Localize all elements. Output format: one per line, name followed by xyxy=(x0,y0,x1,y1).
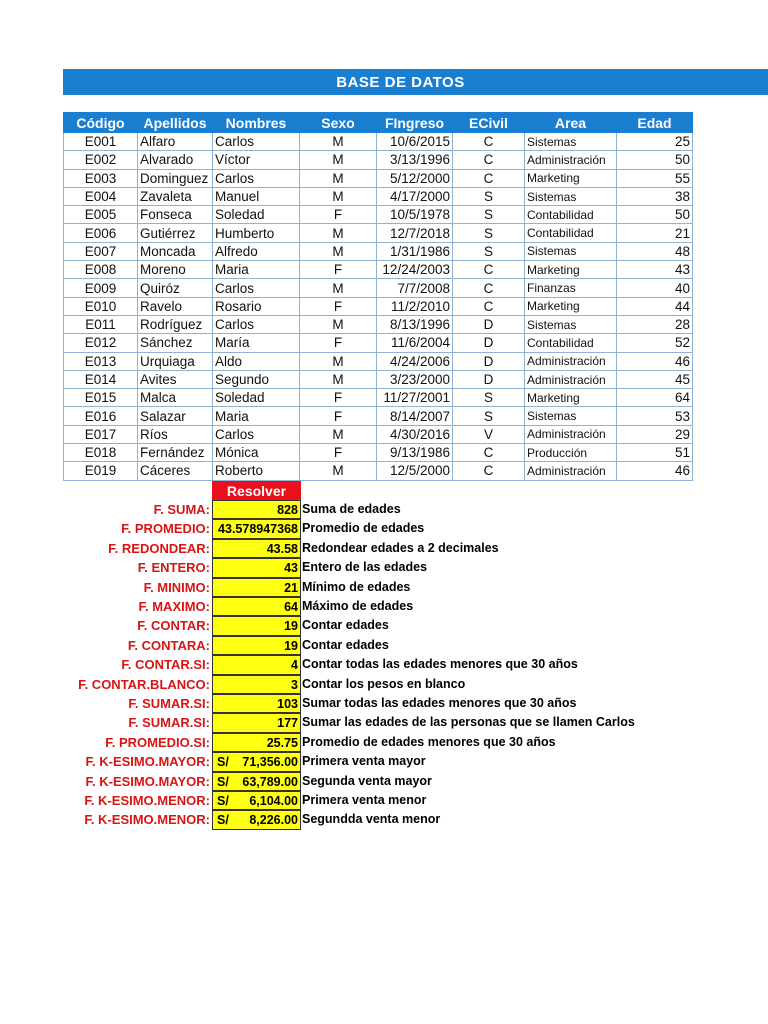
cell-edad[interactable]: 64 xyxy=(617,389,693,407)
function-description: Redondear edades a 2 decimales xyxy=(302,540,499,555)
result-value: 25.75 xyxy=(266,735,298,750)
cell-sexo[interactable]: F xyxy=(300,407,377,425)
cell-area[interactable]: Sistemas xyxy=(525,242,617,260)
cell-ecivil[interactable]: S xyxy=(453,187,525,205)
cell-nombres[interactable]: Rosario xyxy=(213,297,300,315)
result-cell[interactable] xyxy=(212,772,301,791)
result-value: 8,226.00 xyxy=(249,813,298,828)
cell-sexo[interactable]: M xyxy=(300,187,377,205)
table-row xyxy=(64,297,693,315)
function-label: F. MAXIMO: xyxy=(138,599,210,614)
function-label: F. REDONDEAR: xyxy=(108,540,210,556)
cell-apellidos[interactable]: Malca xyxy=(138,389,213,407)
cell-codigo[interactable]: E015 xyxy=(64,389,138,407)
result-value: 63,789.00 xyxy=(242,774,298,789)
page-title: BASE DE DATOS xyxy=(336,73,465,91)
cell-edad[interactable]: 46 xyxy=(617,352,693,370)
cell-ecivil[interactable]: C xyxy=(453,444,525,462)
cell-sexo[interactable]: M xyxy=(300,133,377,151)
cell-ecivil[interactable]: C xyxy=(453,133,525,151)
cell-apellidos[interactable]: Zavaleta xyxy=(138,187,213,205)
result-value: 103 xyxy=(277,697,298,711)
function-description: Máximo de edades xyxy=(302,599,414,613)
cell-edad[interactable]: 25 xyxy=(617,133,693,151)
cell-nombres[interactable]: Roberto xyxy=(213,462,300,480)
function-description: Promedio de edades xyxy=(302,521,425,536)
cell-ecivil[interactable]: C xyxy=(453,261,525,279)
function-description: Sumar todas las edades menores que 30 años xyxy=(302,696,577,710)
table-row xyxy=(64,151,693,169)
result-cell[interactable] xyxy=(212,694,301,713)
cell-codigo[interactable]: E009 xyxy=(64,279,138,297)
cell-sexo[interactable]: M xyxy=(300,462,377,480)
cell-area[interactable]: Contabilidad xyxy=(525,224,617,242)
cell-fingreso[interactable]: 3/23/2000 xyxy=(377,370,453,388)
cell-fingreso[interactable]: 4/30/2016 xyxy=(377,425,453,443)
cell-apellidos[interactable]: Dominguez xyxy=(138,169,213,187)
result-cell[interactable] xyxy=(212,539,301,558)
cell-apellidos[interactable]: Gutiérrez xyxy=(138,224,213,242)
cell-area[interactable]: Marketing xyxy=(525,169,617,187)
function-label: F. SUMAR.SI: xyxy=(128,696,210,711)
cell-area[interactable]: Sistemas xyxy=(525,407,617,425)
cell-ecivil[interactable]: D xyxy=(453,370,525,388)
cell-area[interactable]: Administración xyxy=(525,425,617,443)
function-label: F. ENTERO: xyxy=(137,560,210,576)
function-label: F. PROMEDIO.SI: xyxy=(105,734,210,750)
cell-apellidos[interactable]: Moreno xyxy=(138,261,213,279)
result-value: 43.578947368 xyxy=(218,522,298,537)
cell-sexo[interactable]: F xyxy=(300,444,377,462)
cell-fingreso[interactable]: 10/5/1978 xyxy=(377,206,453,224)
cell-edad[interactable]: 51 xyxy=(617,444,693,462)
database-table xyxy=(63,112,693,481)
cell-fingreso[interactable]: 1/31/1986 xyxy=(377,242,453,260)
column-header-codigo[interactable]: Código xyxy=(64,113,138,133)
formula-row xyxy=(0,675,768,694)
cell-area[interactable]: Administración xyxy=(525,462,617,480)
result-value: 828 xyxy=(277,503,298,517)
cell-nombres[interactable]: Soledad xyxy=(213,206,300,224)
cell-apellidos[interactable]: Quiróz xyxy=(138,279,213,297)
cell-fingreso[interactable]: 3/13/1996 xyxy=(377,151,453,169)
result-value: 6,104.00 xyxy=(249,794,298,808)
cell-apellidos[interactable]: Salazar xyxy=(138,407,213,425)
function-description: Contar todas las edades menores que 30 años xyxy=(302,657,578,672)
cell-ecivil[interactable]: C xyxy=(453,279,525,297)
function-label: F. CONTARA: xyxy=(127,637,210,653)
cell-fingreso[interactable]: 4/24/2006 xyxy=(377,352,453,370)
formula-row xyxy=(0,636,768,655)
formula-row xyxy=(0,752,768,771)
function-label: F. K-ESIMO.MAYOR: xyxy=(85,773,210,789)
column-header-ecivil[interactable]: ECivil xyxy=(453,113,525,133)
formula-row xyxy=(0,519,768,538)
formula-row xyxy=(0,713,768,732)
cell-fingreso[interactable]: 12/5/2000 xyxy=(377,462,453,480)
cell-edad[interactable]: 29 xyxy=(617,425,693,443)
result-cell[interactable] xyxy=(212,519,301,538)
cell-area[interactable]: Finanzas xyxy=(525,279,617,297)
table-row xyxy=(64,334,693,352)
cell-area[interactable]: Contabilidad xyxy=(525,206,617,224)
cell-codigo[interactable]: E011 xyxy=(64,315,138,333)
function-description: Suma de edades xyxy=(302,502,401,516)
cell-fingreso[interactable]: 12/7/2018 xyxy=(377,224,453,242)
table-row xyxy=(64,206,693,224)
result-value: 3 xyxy=(291,677,298,692)
table-row xyxy=(64,352,693,370)
table-row xyxy=(64,444,693,462)
column-header-area[interactable]: Area xyxy=(525,113,617,133)
table-row xyxy=(64,279,693,297)
cell-sexo[interactable]: M xyxy=(300,279,377,297)
cell-sexo[interactable]: F xyxy=(300,389,377,407)
cell-nombres[interactable]: Carlos xyxy=(213,169,300,187)
cell-ecivil[interactable]: S xyxy=(453,407,525,425)
cell-codigo[interactable]: E008 xyxy=(64,261,138,279)
cell-fingreso[interactable]: 11/27/2001 xyxy=(377,389,453,407)
cell-area[interactable]: Contabilidad xyxy=(525,334,617,352)
cell-nombres[interactable]: Maria xyxy=(213,261,300,279)
cell-nombres[interactable]: Aldo xyxy=(213,352,300,370)
column-header-edad[interactable]: Edad xyxy=(617,113,693,133)
result-cell[interactable] xyxy=(212,752,301,771)
cell-apellidos[interactable]: Alfaro xyxy=(138,133,213,151)
cell-fingreso[interactable]: 9/13/1986 xyxy=(377,444,453,462)
cell-codigo[interactable]: E007 xyxy=(64,242,138,260)
column-header-fingreso[interactable]: FIngreso xyxy=(377,113,453,133)
result-cell[interactable] xyxy=(212,713,301,732)
result-value: 43.58 xyxy=(266,541,298,556)
cell-edad[interactable]: 21 xyxy=(617,224,693,242)
function-description: Contar los pesos en blanco xyxy=(302,676,466,691)
cell-sexo[interactable]: F xyxy=(300,261,377,279)
result-value: 4 xyxy=(291,658,298,673)
cell-edad[interactable]: 53 xyxy=(617,407,693,425)
column-header-nombres[interactable]: Nombres xyxy=(213,113,300,133)
cell-codigo[interactable]: E006 xyxy=(64,224,138,242)
cell-ecivil[interactable]: S xyxy=(453,206,525,224)
cell-fingreso[interactable]: 8/13/1996 xyxy=(377,315,453,333)
cell-apellidos[interactable]: Ravelo xyxy=(138,297,213,315)
cell-ecivil[interactable]: D xyxy=(453,334,525,352)
cell-edad[interactable]: 38 xyxy=(617,187,693,205)
cell-codigo[interactable]: E014 xyxy=(64,370,138,388)
cell-fingreso[interactable]: 5/12/2000 xyxy=(377,169,453,187)
cell-sexo[interactable]: M xyxy=(300,315,377,333)
cell-sexo[interactable]: M xyxy=(300,224,377,242)
cell-apellidos[interactable]: Rodríguez xyxy=(138,315,213,333)
cell-sexo[interactable]: M xyxy=(300,352,377,370)
currency-symbol: S/ xyxy=(217,794,229,808)
cell-codigo[interactable]: E012 xyxy=(64,334,138,352)
resolver-header xyxy=(212,481,301,500)
table-row xyxy=(64,169,693,187)
function-label: F. CONTAR.SI: xyxy=(121,657,210,673)
column-header-apellidos[interactable]: Apellidos xyxy=(138,113,213,133)
cell-codigo[interactable]: E013 xyxy=(64,352,138,370)
cell-sexo[interactable]: M xyxy=(300,370,377,388)
cell-nombres[interactable]: Alfredo xyxy=(213,242,300,260)
result-cell[interactable] xyxy=(212,597,301,616)
resolver-label: Resolver xyxy=(226,482,287,499)
cell-area[interactable]: Sistemas xyxy=(525,133,617,151)
cell-nombres[interactable]: Segundo xyxy=(213,370,300,388)
function-label: F. PROMEDIO: xyxy=(121,521,210,537)
cell-sexo[interactable]: M xyxy=(300,425,377,443)
cell-edad[interactable]: 46 xyxy=(617,462,693,480)
cell-edad[interactable]: 55 xyxy=(617,169,693,187)
cell-edad[interactable]: 40 xyxy=(617,279,693,297)
cell-apellidos[interactable]: Avites xyxy=(138,370,213,388)
formula-row xyxy=(0,733,768,752)
cell-apellidos[interactable]: Ríos xyxy=(138,425,213,443)
function-description: Segunda venta mayor xyxy=(302,773,432,788)
result-cell[interactable] xyxy=(212,675,301,694)
table-header-row xyxy=(64,113,693,133)
cell-edad[interactable]: 43 xyxy=(617,261,693,279)
currency-symbol: S/ xyxy=(217,813,229,828)
cell-sexo[interactable]: F xyxy=(300,206,377,224)
function-description: Mínimo de edades xyxy=(302,579,411,594)
cell-fingreso[interactable]: 8/14/2007 xyxy=(377,407,453,425)
result-value: 177 xyxy=(277,716,298,731)
cell-area[interactable]: Marketing xyxy=(525,389,617,407)
cell-nombres[interactable]: Carlos xyxy=(213,315,300,333)
cell-area[interactable]: Administración xyxy=(525,151,617,169)
cell-fingreso[interactable]: 11/2/2010 xyxy=(377,297,453,315)
result-cell[interactable] xyxy=(212,578,301,597)
cell-ecivil[interactable]: C xyxy=(453,462,525,480)
function-label: F. SUMAR.SI: xyxy=(128,715,210,731)
cell-fingreso[interactable]: 7/7/2008 xyxy=(377,279,453,297)
result-cell[interactable] xyxy=(212,791,301,810)
formula-row xyxy=(0,616,768,635)
function-description: Primera venta menor xyxy=(302,793,427,807)
function-label: F. K-ESIMO.MENOR: xyxy=(84,793,210,808)
function-description: Contar edades xyxy=(302,618,389,633)
cell-fingreso[interactable]: 10/6/2015 xyxy=(377,133,453,151)
table-row xyxy=(64,370,693,388)
result-value: 71,356.00 xyxy=(242,755,298,770)
cell-apellidos[interactable]: Sánchez xyxy=(138,334,213,352)
cell-apellidos[interactable]: Fernández xyxy=(138,444,213,462)
cell-edad[interactable]: 44 xyxy=(617,297,693,315)
formula-row xyxy=(0,500,768,519)
cell-nombres[interactable]: Carlos xyxy=(213,425,300,443)
result-value: 19 xyxy=(284,619,298,634)
table-row xyxy=(64,315,693,333)
formula-row xyxy=(0,655,768,674)
function-label: F. CONTAR.BLANCO: xyxy=(78,676,210,692)
cell-area[interactable]: Marketing xyxy=(525,297,617,315)
cell-edad[interactable]: 45 xyxy=(617,370,693,388)
cell-edad[interactable]: 50 xyxy=(617,206,693,224)
function-label: F. SUMA: xyxy=(153,502,210,517)
table-row xyxy=(64,133,693,151)
currency-symbol: S/ xyxy=(217,755,229,770)
cell-nombres[interactable]: Víctor xyxy=(213,151,300,169)
cell-codigo[interactable]: E005 xyxy=(64,206,138,224)
cell-nombres[interactable]: Soledad xyxy=(213,389,300,407)
database-title-banner xyxy=(63,69,768,95)
cell-sexo[interactable]: M xyxy=(300,169,377,187)
formula-row xyxy=(0,791,768,810)
formula-row xyxy=(0,539,768,558)
cell-edad[interactable]: 28 xyxy=(617,315,693,333)
cell-area[interactable]: Administración xyxy=(525,352,617,370)
cell-nombres[interactable]: María xyxy=(213,334,300,352)
cell-codigo[interactable]: E016 xyxy=(64,407,138,425)
result-cell[interactable] xyxy=(212,558,301,577)
cell-ecivil[interactable]: D xyxy=(453,315,525,333)
function-label: F. MINIMO: xyxy=(143,579,210,595)
function-label: F. CONTAR: xyxy=(137,618,210,634)
cell-apellidos[interactable]: Alvarado xyxy=(138,151,213,169)
cell-edad[interactable]: 48 xyxy=(617,242,693,260)
result-cell[interactable] xyxy=(212,616,301,635)
cell-sexo[interactable]: F xyxy=(300,334,377,352)
result-cell[interactable] xyxy=(212,810,301,829)
formula-row xyxy=(0,772,768,791)
formula-row xyxy=(0,578,768,597)
table-row xyxy=(64,389,693,407)
result-cell[interactable] xyxy=(212,500,301,519)
cell-codigo[interactable]: E018 xyxy=(64,444,138,462)
table-row xyxy=(64,407,693,425)
cell-edad[interactable]: 52 xyxy=(617,334,693,352)
cell-ecivil[interactable]: D xyxy=(453,352,525,370)
cell-sexo[interactable]: M xyxy=(300,242,377,260)
function-description: Sumar las edades de las personas que se llamen Carlos xyxy=(302,715,635,730)
cell-codigo[interactable]: E004 xyxy=(64,187,138,205)
cell-codigo[interactable]: E019 xyxy=(64,462,138,480)
cell-nombres[interactable]: Manuel xyxy=(213,187,300,205)
cell-ecivil[interactable]: S xyxy=(453,224,525,242)
formula-row xyxy=(0,810,768,829)
table-row xyxy=(64,462,693,480)
table-row xyxy=(64,187,693,205)
cell-codigo[interactable]: E010 xyxy=(64,297,138,315)
cell-ecivil[interactable]: S xyxy=(453,242,525,260)
function-label: F. K-ESIMO.MAYOR: xyxy=(85,754,210,770)
function-label: F. K-ESIMO.MENOR: xyxy=(84,812,210,828)
cell-fingreso[interactable]: 4/17/2000 xyxy=(377,187,453,205)
function-description: Segundda venta menor xyxy=(302,812,441,827)
cell-apellidos[interactable]: Moncada xyxy=(138,242,213,260)
formula-row xyxy=(0,597,768,616)
currency-symbol: S/ xyxy=(217,774,229,789)
cell-apellidos[interactable]: Fonseca xyxy=(138,206,213,224)
cell-ecivil[interactable]: C xyxy=(453,297,525,315)
result-value: 19 xyxy=(284,638,298,653)
cell-apellidos[interactable]: Cáceres xyxy=(138,462,213,480)
formula-row xyxy=(0,694,768,713)
result-value: 64 xyxy=(284,600,298,614)
function-description: Entero de las edades xyxy=(302,560,428,575)
cell-area[interactable]: Sistemas xyxy=(525,187,617,205)
table-row xyxy=(64,425,693,443)
cell-fingreso[interactable]: 12/24/2003 xyxy=(377,261,453,279)
cell-apellidos[interactable]: Urquiaga xyxy=(138,352,213,370)
result-value: 21 xyxy=(284,580,298,595)
cell-area[interactable]: Sistemas xyxy=(525,315,617,333)
cell-nombres[interactable]: Carlos xyxy=(213,133,300,151)
cell-area[interactable]: Marketing xyxy=(525,261,617,279)
formula-row xyxy=(0,558,768,577)
function-description: Primera venta mayor xyxy=(302,754,426,769)
table-row xyxy=(64,242,693,260)
result-cell[interactable] xyxy=(212,655,301,674)
cell-ecivil[interactable]: C xyxy=(453,151,525,169)
cell-nombres[interactable]: Humberto xyxy=(213,224,300,242)
cell-sexo[interactable]: F xyxy=(300,297,377,315)
table-row xyxy=(64,224,693,242)
table-row xyxy=(64,261,693,279)
result-cell[interactable] xyxy=(212,636,301,655)
result-value: 43 xyxy=(284,561,298,576)
cell-codigo[interactable]: E001 xyxy=(64,133,138,151)
cell-codigo[interactable]: E017 xyxy=(64,425,138,443)
cell-edad[interactable]: 50 xyxy=(617,151,693,169)
cell-codigo[interactable]: E003 xyxy=(64,169,138,187)
cell-nombres[interactable]: Mónica xyxy=(213,444,300,462)
cell-nombres[interactable]: Carlos xyxy=(213,279,300,297)
cell-ecivil[interactable]: S xyxy=(453,389,525,407)
cell-area[interactable]: Producción xyxy=(525,444,617,462)
cell-ecivil[interactable]: V xyxy=(453,425,525,443)
function-description: Promedio de edades menores que 30 años xyxy=(302,734,556,749)
cell-fingreso[interactable]: 11/6/2004 xyxy=(377,334,453,352)
result-cell[interactable] xyxy=(212,733,301,752)
cell-area[interactable]: Administración xyxy=(525,370,617,388)
function-description: Contar edades xyxy=(302,637,389,652)
cell-nombres[interactable]: Maria xyxy=(213,407,300,425)
column-header-sexo[interactable]: Sexo xyxy=(300,113,377,133)
cell-sexo[interactable]: M xyxy=(300,151,377,169)
cell-codigo[interactable]: E002 xyxy=(64,151,138,169)
cell-ecivil[interactable]: C xyxy=(453,169,525,187)
